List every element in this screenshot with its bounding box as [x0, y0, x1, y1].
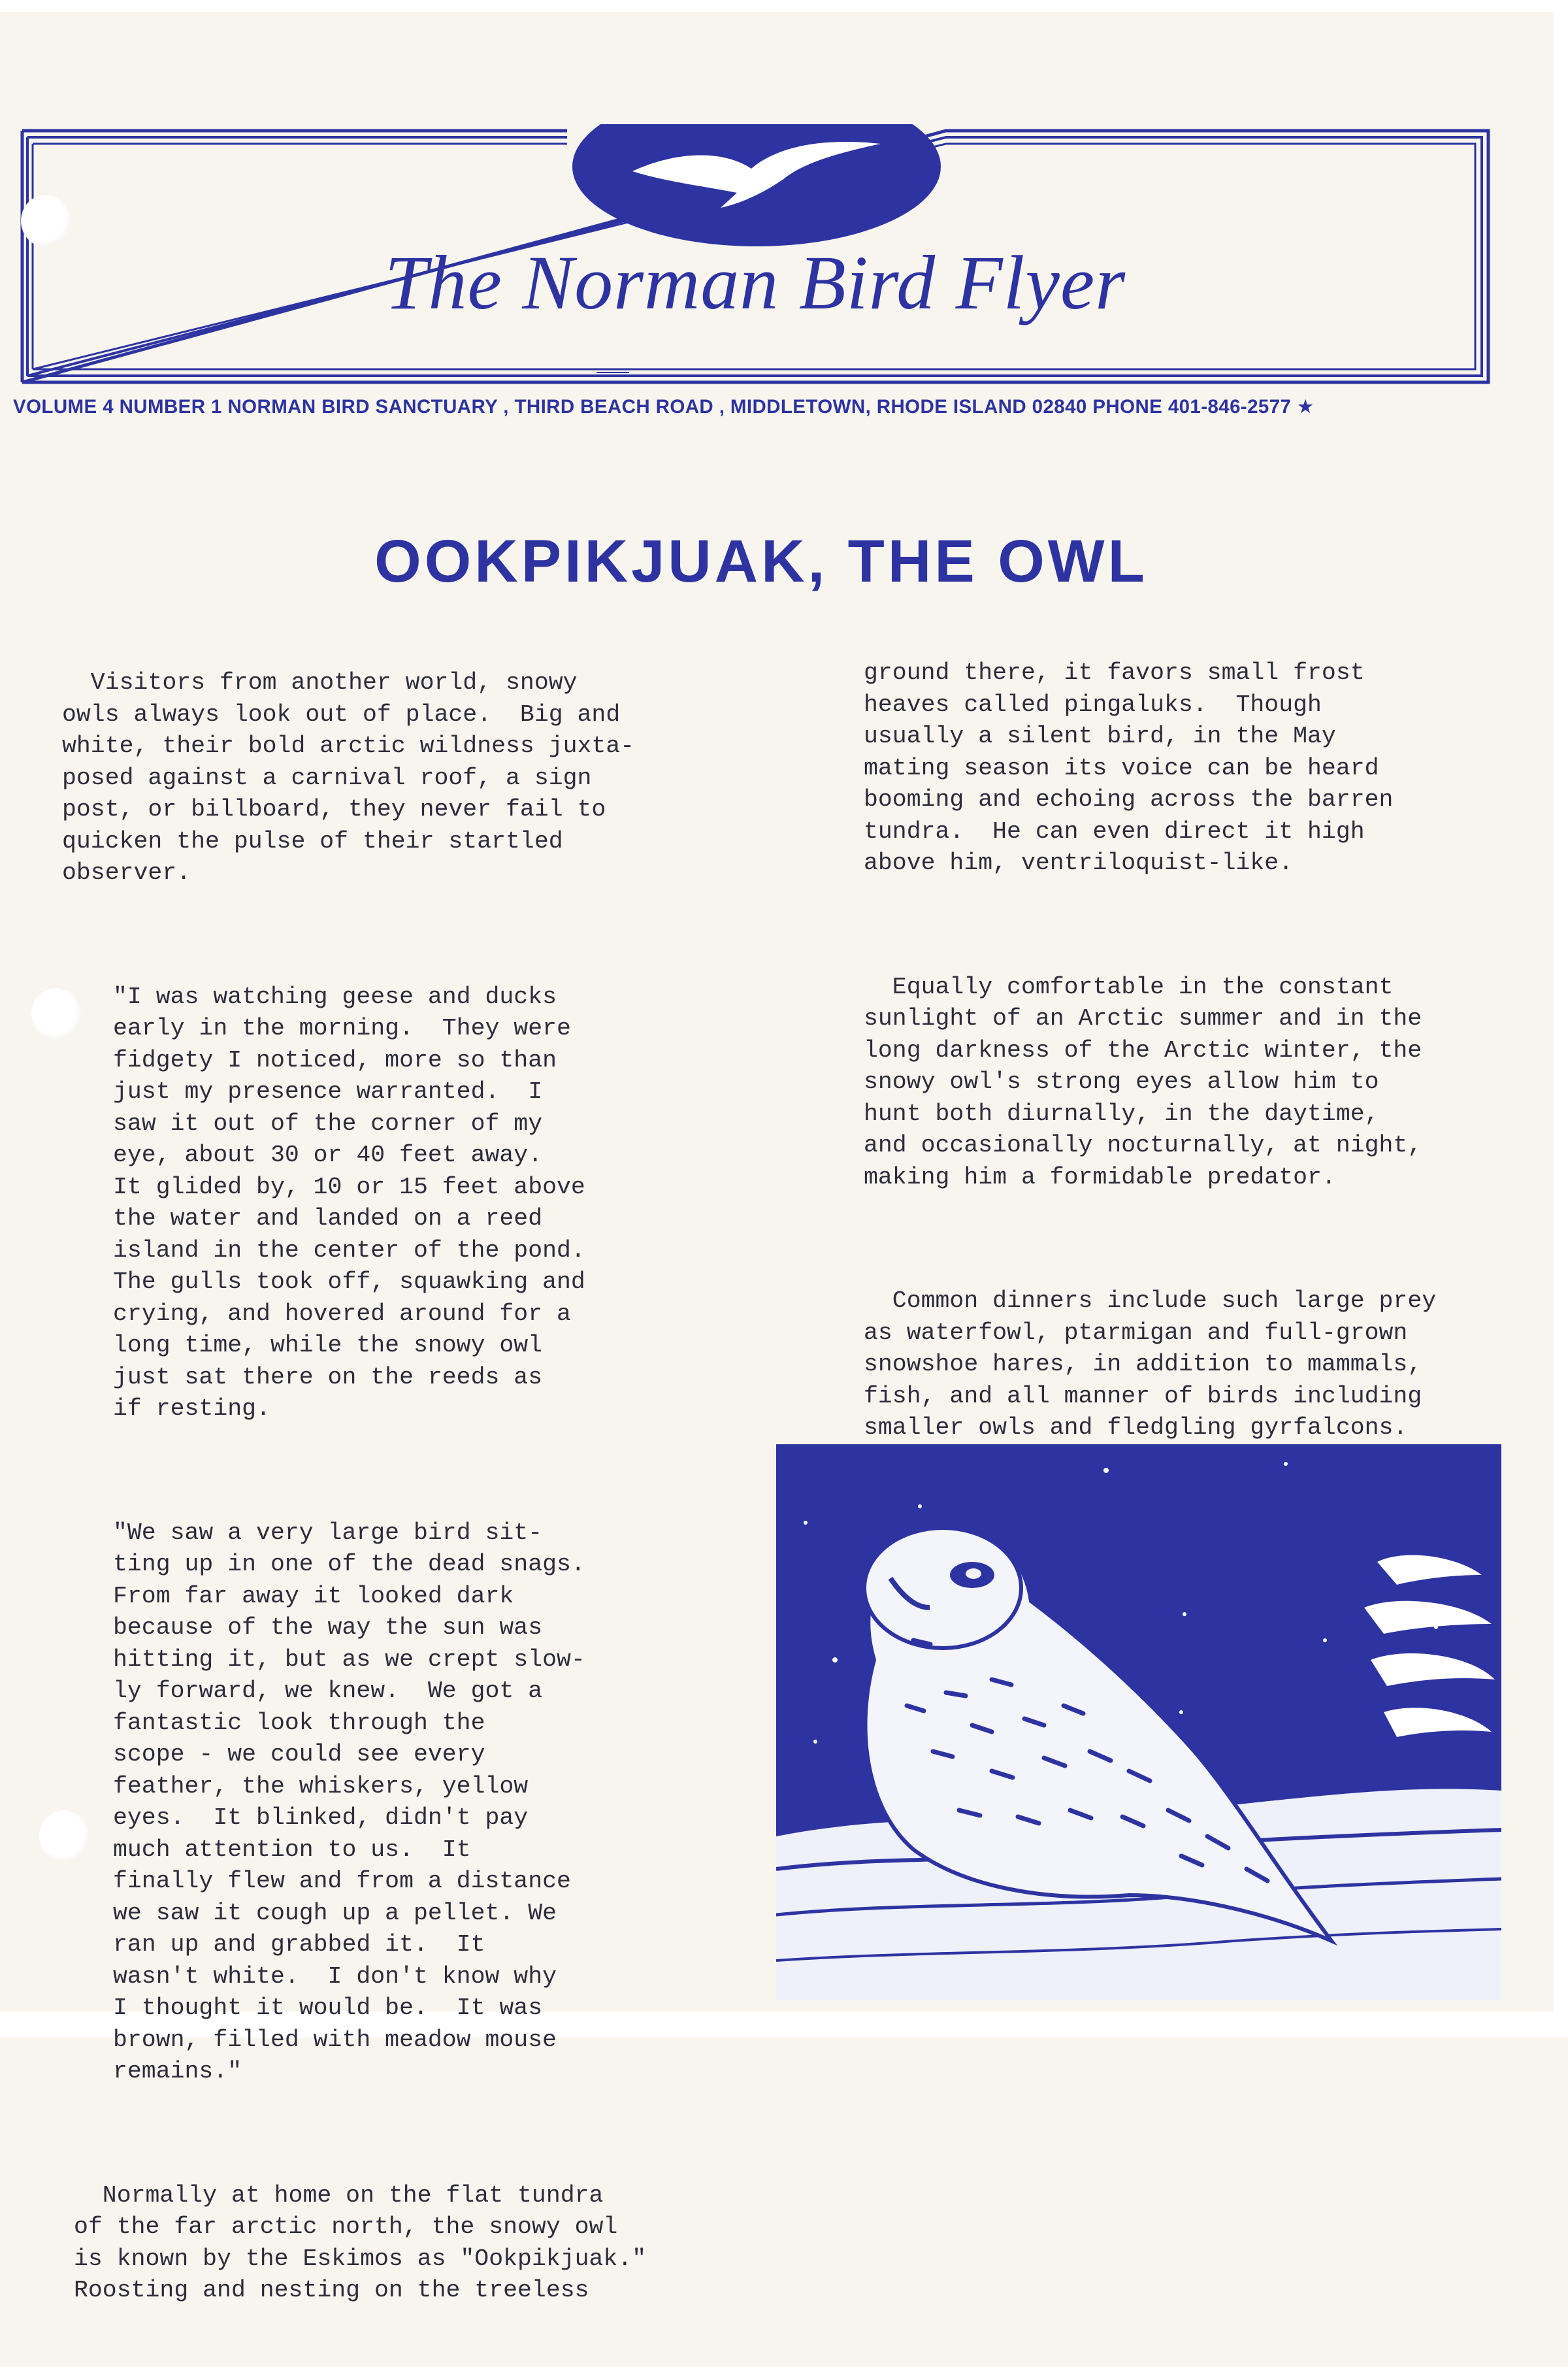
- owl-head: [864, 1528, 1021, 1648]
- quote-paragraph: "We saw a very large bird sit- ting up in one of the dead snags. From far away it looked dark because of the way the sun was hitting it, but as we crept slow- ly forward, we knew. We got a fantastic look through the scope - we could see every feather, the whiskers, yellow eyes. It blinked, didn't pay much attention to us. It finally flew and from a distance we saw it cough up a pellet. We ran up and grabbed it. It wasn't white. I don't know why I thought it would be. It was brown, filled with meadow mouse remains.": [113, 1519, 585, 2085]
- paragraph: Normally at home on the flat tundra of the far arctic north, the snowy owl is known by the Eskimos as "Ookpikjuak." Roosting and nesting on the treeless: [74, 2181, 647, 2304]
- paragraph: Visitors from another world, snowy owls always look out of place. Big and white, their bold arctic wildness juxta- posed against a carnival roof, a sign post, or billboard, they never fail to quicken the pulse of their startled observer.: [62, 669, 635, 886]
- paragraph: ground there, it favors small frost heaves called pingaluks. Though usually a silent bird, in the May mating season its voice can be heard booming and echoing across the barren tundra. He can even direct it high above him, ventriloquist-like.: [864, 659, 1394, 876]
- quote-paragraph: "I was watching geese and ducks early in the morning. They were fidgety I noticed, more so than just my presence warranted. I saw it out of the corner of my eye, about 30 or 40 feet away. It glided by, 10 or 15 feet above the water and landed on a reed island in the center of the pond. The gulls took off, squawking and crying, and hovered around for a long time, while the snowy owl just sat there on the reeds as if resting.: [113, 983, 585, 1422]
- punch-hole: [21, 195, 71, 247]
- address-line: VOLUME 4 NUMBER 1 NORMAN BIRD SANCTUARY , THIRD BEACH ROAD , MIDDLETOWN, RHODE ISLAND 02840 PHONE 401-846-2577 ★: [13, 396, 1315, 418]
- page-edge: [0, 0, 1568, 12]
- page-edge: [1554, 0, 1568, 2038]
- paragraph: Equally comfortable in the constant sunlight of an Arctic summer and in the long darkness of the Arctic winter, the snowy owl's strong eyes allow him to hunt both diurnally, in the daytime, and occasionally nocturnally, at night, making him a formidable predator.: [864, 973, 1422, 1191]
- article-headline: OOKPIKJUAK, THE OWL: [374, 527, 1148, 595]
- paragraph: Common dinners include such large prey as waterfowl, ptarmigan and full-grown snowshoe hares, in addition to mammals, fish, and all manner of birds including smaller owls and fledgling gyrfalcons.: [864, 1287, 1437, 1441]
- article-left-column: [62, 604, 794, 2367]
- masthead: [18, 124, 1492, 386]
- punch-hole: [39, 1810, 89, 1862]
- newsletter-title: The Norman Bird Flyer: [384, 240, 1126, 325]
- snowy-owl-illustration: [776, 1444, 1501, 2000]
- punch-hole: [31, 988, 81, 1040]
